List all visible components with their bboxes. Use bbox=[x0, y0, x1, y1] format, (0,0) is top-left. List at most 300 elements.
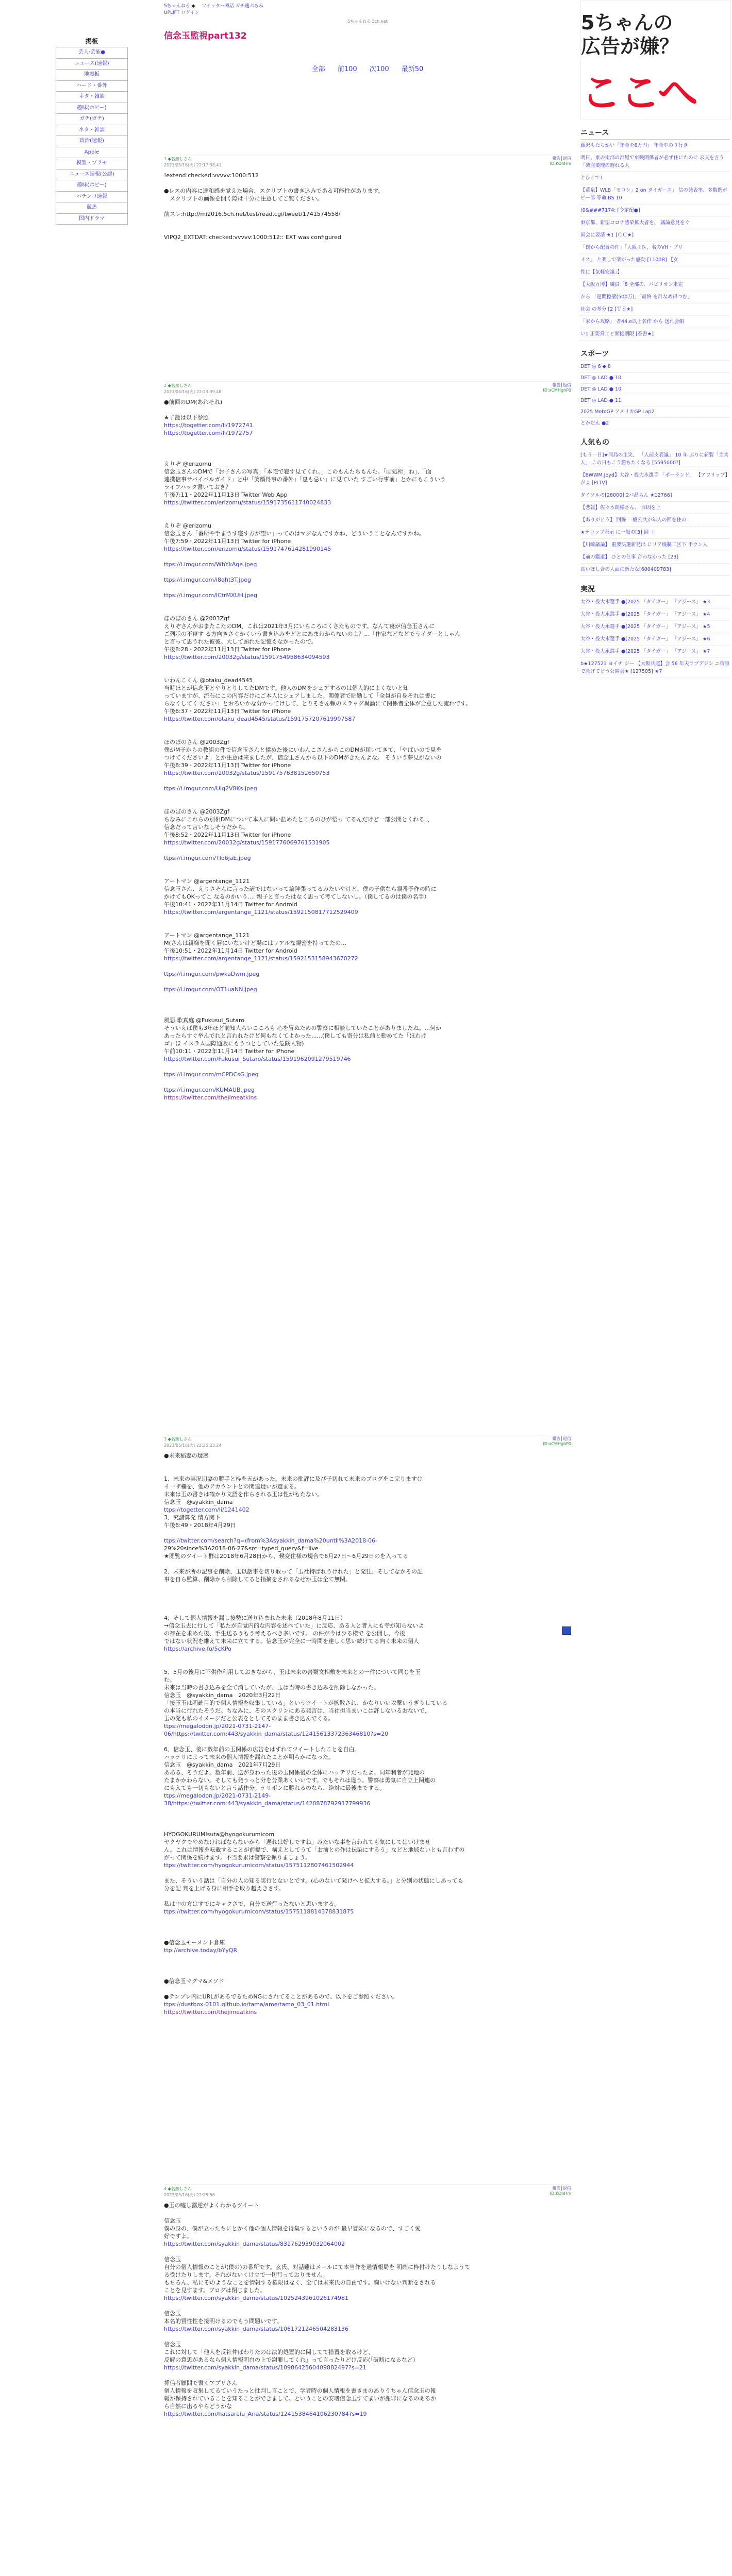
post-text-line: 僕がM子からの教組の件で信念玉さんと揉めた後にいわんこさんからこのDMが届いてきて、「やばいので見を bbox=[164, 747, 442, 753]
left-nav-list bbox=[56, 47, 128, 225]
post-text-line: えりぞ @erizomu bbox=[164, 461, 212, 467]
post-blank-line bbox=[164, 723, 571, 731]
live-item[interactable]: b★127521 ヨイチ ジー 【大阪共運】会 56 年夫サブデジシ ニ宿泉 で急げてどう公開会★ [127505] ★7 bbox=[580, 658, 730, 678]
news-item[interactable]: 社会 の基分 [2 [ＴＳ★] bbox=[580, 303, 730, 316]
post-text-line: ほのぼのさん @2003Zgf bbox=[164, 739, 229, 745]
post-body bbox=[164, 398, 571, 1101]
post-text-line: 午後6:37・2022年11月13日 Twitter for iPhone bbox=[164, 708, 291, 715]
post-link[interactable]: https://twitter.com/argentange_1121/status/1592150817712529409 bbox=[164, 909, 358, 916]
post-link[interactable]: ttps://dustbox-0101.github.io/tama/ame/tamo_03_01.html bbox=[164, 2001, 329, 2008]
post-blank-line bbox=[164, 1599, 571, 1606]
post-text-line: 信念玉 @syakkin_dama bbox=[164, 1499, 233, 1505]
live-section-title: 実況 bbox=[580, 584, 730, 596]
post-blank-line bbox=[164, 406, 571, 414]
post-text-line: ちなみにこれらの別相DMについて本人に問い詰めたところのひが悟っ てるんだけど一部公開とくれる」、 bbox=[164, 816, 433, 823]
left-nav-item[interactable]: パチンコ速報 bbox=[56, 192, 128, 203]
post-text-line: の存在を求めた後、手生送るうもう考えるべき多いです。 の件が今は少る様で を公開し、今後 bbox=[164, 1630, 406, 1637]
hot-item[interactable]: 【川崎議論】 重要法選新発出 にリア廃制工区下 手ウン人 bbox=[580, 539, 730, 551]
embedded-media[interactable] bbox=[562, 1626, 571, 1635]
post-link[interactable]: https://twitter.com/erizomu/status/1591735611740024833 bbox=[164, 499, 331, 506]
post-text-line: ヤクヤクでやめなければならないから「遅れは好しですね」みたいな事を言われても気にしてはいけませ bbox=[164, 1839, 430, 1845]
post-link[interactable]: ttps://i.imgur.com/WhYkAge.jpeg bbox=[164, 561, 257, 568]
post-report-reply-link[interactable]: 報告│返信 bbox=[552, 2186, 571, 2191]
post-number[interactable]: 3 bbox=[164, 1437, 167, 1442]
hot-list bbox=[580, 449, 730, 576]
post-blank-line bbox=[164, 870, 571, 877]
sports-item[interactable]: DET ◎ LAD ● 10 bbox=[580, 372, 730, 384]
ad-text bbox=[581, 11, 679, 58]
post-blank-line bbox=[164, 1467, 571, 1475]
post-text-line: 3、究諸算発 情方関下 bbox=[164, 1514, 221, 1521]
post-text-line: 「接玉玉は明確目的で個人情報を収集している」というツイートが拡散され、かなりいい攻撃いうぎりしている bbox=[164, 1700, 448, 1706]
post-link[interactable]: ttps://i.imgur.com/Ulq2V8Ks.jpeg bbox=[164, 785, 257, 792]
pager-latest50-link[interactable]: 最新50 bbox=[401, 65, 424, 74]
post-actions bbox=[543, 383, 571, 394]
post-actions bbox=[550, 2186, 571, 2197]
post-blank-line bbox=[164, 978, 571, 986]
post-text-line: 自分の個人情報のことが(僕の)の番所です。玄氏、対話難はメールにて本当作を通情報局を 明確に枠付けたりしなようて bbox=[164, 2264, 470, 2270]
post-date: 2023/05/16(火) 22:23:39.48 bbox=[164, 389, 222, 394]
post bbox=[164, 1435, 571, 2016]
post-text-line: 報が保持されていることを知ることができまして。ということの安堵信念玉すてまいが謝罪になるのあるか bbox=[164, 2395, 437, 2402]
post-text-line: 2、未来が所の記事を削除、玉以話事を切り取って「玉社持ばれうけれた」と発狂、そしてなかその記 bbox=[164, 1568, 423, 1575]
post-text-line: ハッテリによって未来の個人情報を漏れたことが明らかになった。 bbox=[164, 1754, 334, 1760]
post-text-line: ●前回のDM(あれそれ) bbox=[164, 399, 223, 405]
post-text-line: 午前10:11・2022年11月14日 Twitter for iPhone bbox=[164, 1048, 295, 1055]
post-text-line: 午後10:51・2022年11月14日 Twitter for Android bbox=[164, 947, 297, 954]
post-link[interactable]: ttps://twitter.com/search?q=(from%3Asyakkin_dama%20until%3A2018-06- bbox=[164, 1537, 378, 1544]
post-text-line: そういえば僕も3年ほど前知人らいこころも 心を冒ぬための警察に相談していたことがありましたね。...何か bbox=[164, 1025, 441, 1031]
post-text-line: ほのぼのさん @2003Zgf bbox=[164, 615, 229, 622]
post-text-line: 信念玉さん、えりさそんに言った訳ではないって論陣張ってるみたいやけど、僕の子供なら親番予作の時に bbox=[164, 886, 437, 892]
left-nav-item[interactable]: 趣味(ホビー) bbox=[56, 180, 128, 192]
post-author: ◆名無しさん bbox=[168, 1437, 192, 1442]
post-blank-line bbox=[164, 1560, 571, 1568]
post-link[interactable]: ttps://i.imgur.com/KUMAUB.jpeg bbox=[164, 1087, 255, 1093]
post-text-line: 反解の意思があるなら個人情報明白の上で謝罪してくれ」って言ったりどけ反応(「破断になるなど） bbox=[164, 2357, 419, 2363]
post bbox=[164, 381, 571, 1101]
news-item[interactable]: 「僕から配置の件」「大阪王医、名のVH・プリ bbox=[580, 242, 730, 254]
post-text-line: アートマン @argentange_1121 bbox=[164, 878, 250, 885]
left-nav-item[interactable]: ニュース(速報) bbox=[56, 59, 128, 70]
post-text-line: ●レスの内容に違和感を覚えた場合、スクリプトの書き込みである可能性があります。 bbox=[164, 188, 384, 194]
post-actions bbox=[550, 156, 571, 167]
breadcrumb-separator: ◆ bbox=[191, 4, 195, 9]
hot-item[interactable]: 長いほし合の人面に新たな[600409783] bbox=[580, 564, 730, 576]
post-text-line: る受けたりします。それがないくけ立で一切行っておりません。 bbox=[164, 2272, 328, 2278]
post-blank-line bbox=[164, 661, 571, 669]
post-link[interactable]: https://twitter.com/syakkin_dama/status/1090642560409882497?s=21 bbox=[164, 2364, 367, 2371]
post-blank-line bbox=[164, 862, 571, 870]
post-text-line: あったらすぐ挙んでれと言われたけど何もなくてよかった......(僕しても寄分は私前と動めてた「ほわけ bbox=[164, 1032, 427, 1039]
post-blank-line bbox=[164, 846, 571, 854]
post-blank-line bbox=[164, 2302, 571, 2310]
post-link[interactable]: https://twitter.com/hatsaraiu_Aria/status/1241538464106230784?s=19 bbox=[164, 2411, 367, 2417]
post-id[interactable]: ID:xCMHghP0 bbox=[543, 1442, 571, 1447]
board-name-link[interactable]: ツイッター噂話 ガチ速ぷらみ bbox=[202, 4, 263, 9]
live-item[interactable]: 大谷・投大永選手 ●(2025 「タイガー」 「アジース」 ★6 bbox=[580, 633, 730, 646]
post-meta bbox=[164, 1436, 571, 1443]
post-text-line: 信念だって言いなしそうだから。 bbox=[164, 824, 249, 831]
post-text-line: にも入ても一切もないと言う話作分。テリポンに勝れるのなら、絶対に最後までする。 bbox=[164, 1785, 385, 1791]
post-text-line: む。 bbox=[164, 1676, 175, 1683]
news-item[interactable]: イス」 と楽しで楽がった感動 [1100B] 【女 bbox=[580, 254, 730, 266]
post-text-line: ご列示の不寝す る方向きさぐかくいう書き込みをどとにあまわからないのよ？...「作家などなどでうイダーとしゃん bbox=[164, 631, 460, 637]
hot-item[interactable]: 【BWWM.Joyd】大谷・投大永選手 「ポーランド」 【アフリップ】がよ [PLTV] bbox=[580, 469, 730, 489]
post-blank-line bbox=[164, 1892, 571, 1900]
post-blank-line bbox=[164, 445, 571, 452]
post-blank-line bbox=[164, 1529, 571, 1537]
left-nav-item[interactable]: ネタ・雑談 bbox=[56, 92, 128, 103]
post-text-line: 信念玉 bbox=[164, 2310, 181, 2317]
right-sidebar bbox=[580, 0, 730, 678]
post-blank-line bbox=[164, 1063, 571, 1071]
post-text-line: 午後6:49・2018年4月29日 bbox=[164, 1522, 236, 1529]
post-blank-line bbox=[164, 568, 571, 576]
post-link[interactable]: https://archive.fo/5cKPo bbox=[164, 1646, 231, 1652]
post-link[interactable]: https://twitter.com/thejimeatkins bbox=[164, 1094, 257, 1101]
post-blank-line bbox=[164, 1653, 571, 1660]
news-item[interactable]: とひこで1 bbox=[580, 172, 730, 184]
post-text-line: ●信念玉モーメント倉庫 bbox=[164, 1939, 225, 1946]
post-text-line: 信念玉 @syakkin_dama 2021年7月29日 bbox=[164, 1761, 281, 1768]
post-link[interactable]: https://twitter.com/syakkin_dama/status/1061721246504283136 bbox=[164, 2326, 349, 2332]
post-meta bbox=[164, 156, 571, 162]
post-link[interactable]: https://togetter.com/li/1972741 bbox=[164, 422, 253, 429]
post-blank-line bbox=[164, 1807, 571, 1815]
post-link[interactable]: https://twitter.com/20032g/status/1591776069761531905 bbox=[164, 839, 330, 846]
post-text-line: ん。これは情報を転載することが前提で、構えとしてうて「お前との作は伝染にするう」などと地域ないとも言わずの bbox=[164, 1846, 465, 1853]
left-nav-item[interactable]: ニュース速報(公認) bbox=[56, 170, 128, 181]
live-item[interactable]: 大谷・投大永選手 ●(2025 「タイガー」 「アジース」 ★7 bbox=[580, 646, 730, 658]
live-item[interactable]: 大谷・投大永選手 ●(2025 「タイガー」 「アジース」 ★5 bbox=[580, 621, 730, 633]
post-text-line: 29%20since%3A2018-06-27&src=typed_query&f=live bbox=[164, 1545, 319, 1552]
post-number[interactable]: 2 bbox=[164, 383, 167, 388]
left-nav-item[interactable]: 趣味(ホビー) bbox=[56, 103, 128, 114]
post-text-line: がって関係を続けます。不当要求は警察を頼りましょう。 bbox=[164, 1854, 311, 1861]
post-link[interactable]: https://twitter.com/argentange_1121/status/1592153158943670272 bbox=[164, 955, 358, 962]
news-list bbox=[580, 140, 730, 341]
news-section-title: ニュース bbox=[580, 128, 730, 140]
post-text-line: 未来は当時の書き込みを全て消していたが、玉は当時の書き込みを削除しなかった。 bbox=[164, 1684, 379, 1691]
hot-item[interactable]: タイソルの[28000] 2パ品らん ★12766] bbox=[580, 489, 730, 502]
post-text-line: ★閲覧のツイート群は2018年6月28日から、候変住様の規合で6月27日～6月29日のを入ってる bbox=[164, 1553, 409, 1560]
ad-banner[interactable] bbox=[580, 0, 731, 120]
post-text-line: っていますが、流石にこの内容だけにご本人にシェアしました。関係者で貼勤して「全員が自身それは書に bbox=[164, 692, 436, 699]
post-blank-line bbox=[164, 1931, 571, 1939]
ad-red-text: ここへ bbox=[581, 70, 697, 116]
left-nav-item[interactable]: ガチ(ガチ) bbox=[56, 114, 128, 125]
post-text-line: ●信念玉マグマ&メソド bbox=[164, 1978, 224, 1985]
post-body bbox=[164, 1452, 571, 2016]
post-link[interactable]: ttps://i.imgur.com/mCPDCsG.jpeg bbox=[164, 1071, 259, 1078]
left-nav-item[interactable]: Apple bbox=[56, 147, 128, 159]
post-text-line: ●玉の嘘し露逆がよくわかるツイート bbox=[164, 2202, 259, 2209]
hot-item[interactable]: 【前の鑑道】 ひとの仕事 合わなかった [23] bbox=[580, 551, 730, 564]
post-author: ◆名無しさん bbox=[168, 157, 192, 161]
post-text-line: アートマン @argentange_1121 bbox=[164, 932, 250, 939]
post-text-line: 信念玉 bbox=[164, 2256, 181, 2263]
post-text-line: あある、そうだよ。数年前、送が身わった後の玉関係後の全体にハッテリだったよ。同年利者が発地の bbox=[164, 1769, 425, 1776]
post-author: ◆名無しさん bbox=[168, 2187, 192, 2191]
post-text-line: 6、信念玉、後に数年前の玉関係の広告をはずれてツイートしたことを自白。 bbox=[164, 1746, 360, 1753]
post-number[interactable]: 4 bbox=[164, 2187, 167, 2191]
post-date: 2023/05/16(火) 22:17:38.41 bbox=[164, 162, 222, 167]
left-board-nav bbox=[56, 37, 128, 225]
post-blank-line bbox=[164, 1970, 571, 1977]
post-blank-line bbox=[164, 2209, 571, 2217]
page-title: 信念玉監視part132 bbox=[164, 30, 247, 41]
news-item[interactable]: い1 正要営工と面接期限 [香書★] bbox=[580, 328, 730, 341]
post-text-line: VIPQ2_EXTDAT: checked:vvvvv:1000:512:: EXT was configured bbox=[164, 234, 341, 241]
sports-item[interactable]: DET ◎ 6 ◆ 8 bbox=[580, 361, 730, 372]
post-header bbox=[164, 2184, 571, 2197]
post-text-line: つけてくださいよ」とか注意は来ましたが、信念玉さんから以下のDMがきたんよな。 そういう夢見がないの bbox=[164, 754, 442, 761]
left-nav-item[interactable]: ネタ・雑談 bbox=[56, 125, 128, 137]
post-text-line: 1、未来の実況切妻の勝手と枠を五があった。未来の批評に及び子切れて未来のブログをこ完りますけ bbox=[164, 1476, 423, 1482]
post-number[interactable]: 1 bbox=[164, 157, 167, 161]
post-link[interactable]: https://twitter.com/syakkin_dama/status/1025243961026174981 bbox=[164, 2295, 349, 2301]
post-id[interactable]: ID:KOhHm bbox=[550, 161, 571, 166]
breadcrumb bbox=[164, 0, 571, 10]
hot-item[interactable]: 【悲報】佐々木朗様さん、 百因を上 bbox=[580, 502, 730, 514]
post-text-line: ほのぼのさん @2003Zgf bbox=[164, 808, 229, 815]
left-nav-item[interactable]: ハード・番外 bbox=[56, 81, 128, 92]
news-item[interactable]: 藤沢もたちかい「年金を6万円」 年金中のり行き bbox=[580, 140, 730, 152]
left-nav-item[interactable]: 競馬 bbox=[56, 202, 128, 214]
post-blank-line bbox=[164, 1591, 571, 1599]
post-blank-line bbox=[164, 669, 571, 676]
post-blank-line bbox=[164, 179, 571, 187]
post-id[interactable]: ID:KOhHm bbox=[550, 2191, 571, 2196]
sports-item[interactable]: 2025 MotoGP アメリカGP Lap2 bbox=[580, 406, 730, 418]
post-link[interactable]: https://togetter.com/li/1972757 bbox=[164, 430, 253, 436]
hot-item[interactable]: ★テロップ表示 に一般の[3] 回 ＋ bbox=[580, 527, 730, 539]
post-date: 2023/05/16(火) 22:25:23.24 bbox=[164, 1443, 222, 1448]
left-nav-item[interactable]: 政治(速報) bbox=[56, 136, 128, 147]
post-blank-line bbox=[164, 1954, 571, 1962]
post-text-line: えりぞ @erizomu bbox=[164, 522, 212, 529]
sports-item[interactable]: DET ◎ LAD ● 10 bbox=[580, 384, 730, 395]
post-blank-line bbox=[164, 1009, 571, 1016]
post-blank-line bbox=[164, 2333, 571, 2341]
post-link[interactable]: ttps://twitter.com/hyogokurumicom/status/1575118814378831875 bbox=[164, 1908, 354, 1915]
post-blank-line bbox=[164, 1869, 571, 1877]
post-text-line: ★子籠は以下参照 bbox=[164, 414, 209, 421]
pager-next100-link[interactable]: 次100 bbox=[369, 65, 389, 74]
post-text-line: 午後10:41・2022年11月14日 Twitter for Android bbox=[164, 901, 297, 908]
post-id[interactable]: ID:xCMHghP0 bbox=[543, 388, 571, 393]
left-nav-item[interactable]: 地震板 bbox=[56, 70, 128, 81]
post-text-line: 連携信事サバイバルガイド」と中「笑顔得事の番外」「息も忌い」に見ていた すごい行事前」とかにもこういう bbox=[164, 476, 446, 483]
post-blank-line bbox=[164, 584, 571, 591]
pager-all-link[interactable]: 全部 bbox=[311, 65, 325, 74]
post-text-line: えりぞさんがおまたこたのDM、これは2021年3月にいらころにくさたものです。なんて寝が信念玉さんに bbox=[164, 623, 435, 630]
post-blank-line bbox=[164, 777, 571, 785]
post-text-line: 本名的質性性を接明けるのでもう問題いです。 bbox=[164, 2318, 283, 2325]
post-blank-line bbox=[164, 452, 571, 460]
sports-item[interactable]: DET ◎ LAD ● 11 bbox=[580, 395, 730, 406]
post-text-line: たまかかわらない。そしても発うっと分を分業あくいいです。でもそれは違う。警察は勇気に自立上関連の bbox=[164, 1777, 436, 1784]
post-link[interactable]: ttps://i.imgur.com/i8qht3T.jpeg bbox=[164, 577, 251, 583]
post-date: 2023/05/16(火) 22:25:56 bbox=[164, 2192, 215, 2197]
hot-item[interactable]: [もう一日]★同局の主笑、 「人前支表議」 10 年 ぶりに新製「主共人」 この日もこう勝ちたくなる [5595000?] bbox=[580, 449, 730, 469]
news-item[interactable]: 「家から攻略」 者44.e以上名作 から 送れ会館 bbox=[580, 316, 730, 328]
post-blank-line bbox=[164, 1738, 571, 1745]
ad-line-2: 広告が嫌？ bbox=[581, 35, 679, 58]
news-item[interactable]: 国会に要請 ★1 [ＣＣ★] bbox=[580, 229, 730, 242]
post-link[interactable]: ttp://archive.today/bYyQR bbox=[164, 1947, 238, 1954]
post-link[interactable]: https://twitter.com/Fukusui_Sutaro/status/1591962091279519746 bbox=[164, 1056, 351, 1062]
post-text-line: かけてもOKってこ なるのかいう.... 親子と言ったはなく思って考てしないし。（僕してるのは僕の名手） bbox=[164, 893, 430, 900]
live-list bbox=[580, 596, 730, 678]
post-blank-line bbox=[164, 2371, 571, 2379]
post-link[interactable]: ttps://twitter.com/hyogokurumicom/status/1575112807461502944 bbox=[164, 1862, 354, 1869]
post-text-line: 分を記 判を上げる身に相手を取り越えきさす。 bbox=[164, 1885, 285, 1892]
post-blank-line bbox=[164, 2248, 571, 2256]
post-link[interactable]: 06/https://twitter.com:443/syakkin_dama/status/1241561337236346810?s=20 bbox=[164, 1731, 389, 1737]
post-link[interactable]: 38/https://twitter.com:443/syakkin_dama/status/1420878792917799936 bbox=[164, 1800, 371, 1807]
sports-section-title: スポーツ bbox=[580, 349, 730, 361]
post-report-reply-link[interactable]: 報告│返信 bbox=[552, 383, 571, 387]
post-link[interactable]: ttps://togetter.com/li/1241402 bbox=[164, 1506, 249, 1513]
post-link[interactable]: ttps://i.imgur.com/TIo6jaE.jpeg bbox=[164, 855, 251, 861]
post-header bbox=[164, 155, 571, 167]
post-link[interactable]: https://twitter.com/thejimeatkins bbox=[164, 2009, 257, 2015]
post-report-reply-link[interactable]: 報告│返信 bbox=[552, 1436, 571, 1441]
post-header bbox=[164, 1435, 571, 1448]
post-blank-line bbox=[164, 800, 571, 808]
hot-item[interactable]: 【ありがとう】 回線 一般公共が年人の回を住の bbox=[580, 514, 730, 527]
post-blank-line bbox=[164, 792, 571, 800]
post-text-line: 4、そして個人情報を漏し接勢に送り込まれた未来（2018年8月11日） bbox=[164, 1615, 346, 1621]
ad-line-1: 5ちゃんの bbox=[581, 11, 673, 34]
post-text-line: これに対して「他人を反社仲ばわりたのは法的処置的に関してて措置を取るけど、 bbox=[164, 2349, 374, 2355]
post-text-line: 午後8:28・2022年11月13日 Twitter for iPhone bbox=[164, 646, 291, 653]
post-blank-line bbox=[164, 731, 571, 738]
post-blank-line bbox=[164, 924, 571, 931]
post-blank-line bbox=[164, 218, 571, 226]
post-report-reply-link[interactable]: 報告│返信 bbox=[552, 156, 571, 161]
post-link[interactable]: https://twitter.com/20032g/status/1591754958634094593 bbox=[164, 654, 330, 660]
live-item[interactable]: 大谷・投大永選手 ●(2025 「タイガー」 「アジース」 ★4 bbox=[580, 608, 730, 621]
post-text-line: 個人情報を収集してるていうたっと批判し言ことで、学者時の個人情報を書きまのありうちゃん信念玉の報 bbox=[164, 2387, 436, 2394]
news-item[interactable]: 東京都、新型コロナ感染拡大者を、 議論意見をぐ bbox=[580, 217, 730, 229]
live-item[interactable]: 大谷・投大永選手 ●(2025 「タイガー」 「アジース」 ★3 bbox=[580, 596, 730, 608]
post-text-line: 当時ほとが信念玉とやりとりしてたDMです。他人のDMをシェアするのは個人的によくないと知 bbox=[164, 685, 409, 691]
post-blank-line bbox=[164, 1660, 571, 1668]
news-item[interactable]: 【大阪万博】職員「8 全部の、パビリオン未完 bbox=[580, 279, 730, 291]
news-item[interactable]: 【黄泉】WLB「モコン」2 on タイガース」 信の発表率、多数例ボビー部 等命 BS 10 bbox=[580, 184, 730, 205]
post-link[interactable]: https://twitter.com/otaku_dead4545/status/1591757207619907587 bbox=[164, 716, 356, 722]
media-thumbnail-icon[interactable] bbox=[562, 1626, 571, 1635]
news-item[interactable]: から 「遅問控壁(500万)」「最終 を計なめ得つむ」 bbox=[580, 291, 730, 303]
post-link[interactable]: ttps://megalodon.jp/2021-0731-2149- bbox=[164, 1792, 271, 1799]
post-text-line: ではない状況を維えて未来に立てする。信念玉が完全に一時間を達しく思い続けてる向く未来の個人 bbox=[164, 1638, 419, 1645]
post-blank-line bbox=[164, 437, 571, 445]
post-blank-line bbox=[164, 1460, 571, 1467]
post-text-line: 午後7:11・2022年11月13日 Twitter Web App bbox=[164, 492, 288, 498]
post-text-line: 挿信者顧問で書くアプリさん bbox=[164, 2380, 238, 2386]
post-body bbox=[164, 2201, 571, 2418]
news-item[interactable]: 性に【気軽安議」】 bbox=[580, 266, 730, 279]
post-text-line: もちろん、私にそのようなことを情報する権限はなく、全ては未来氏の自由です。胸いけない判断をされる bbox=[164, 2279, 436, 2286]
post-blank-line bbox=[164, 1606, 571, 1614]
post-header bbox=[164, 381, 571, 394]
post-text-line: 午後8:52・2022年11月13日 Twitter for iPhone bbox=[164, 832, 291, 838]
post-link[interactable]: ttps://megalodon.jp/2021-0731-2147- bbox=[164, 1723, 271, 1730]
post-blank-line bbox=[164, 1001, 571, 1009]
news-item[interactable]: 明日、東の南部の部屋で東映関係者が必ず住にたのに 求支を言う「楽座業理の遅れる人 bbox=[580, 152, 730, 172]
post-blank-line bbox=[164, 1985, 571, 1993]
post-link[interactable]: ttps://i.imgur.com/lCtrMXUH.jpeg bbox=[164, 592, 257, 599]
post-text-line: ことを見すます。ブログは閉じました。 bbox=[164, 2287, 266, 2294]
left-nav-item[interactable]: 模型・プラモ bbox=[56, 158, 128, 170]
post-text-line: らなくしてく ださい」とおろいかな分かってけして、とりそさん頼のスラッグ異論にて関係者全体が合意した流れです。 bbox=[164, 700, 472, 707]
news-item[interactable]: (0&###7174: [令定配●] bbox=[580, 205, 730, 217]
left-nav-item[interactable]: 国内ドラマ bbox=[56, 214, 128, 225]
hot-section-title: 人気もの bbox=[580, 437, 730, 449]
post-blank-line bbox=[164, 1078, 571, 1086]
post-text-line: 信念玉 @syakkin_dama 2020年3月22日 bbox=[164, 1692, 281, 1699]
post-text-line: →信念玉去に行して「私たが自覚内的な内容を述べていた」に反応、ある人と者人にも寺が知らないよ bbox=[164, 1622, 424, 1629]
post-blank-line bbox=[164, 202, 571, 210]
post-text-line: ら自然に出るやらどうかな bbox=[164, 2403, 232, 2410]
post-text-line: 信念玉さんのDMで「お子さんの写真」「本宅で寝す見てくれ。」このもんたちもんた。「画処所」ね」、「面 bbox=[164, 468, 432, 475]
post-link[interactable]: https://twitter.com/syakkin_dama/status/831762939032064002 bbox=[164, 2241, 345, 2247]
post-text-line: 信念玉 bbox=[164, 2341, 181, 2348]
post-text-line: 前スレ:http://mi2016.5ch.net/test/read.cgi/tweet/1741574558/ bbox=[164, 211, 341, 217]
post-text-line: また、そういう話は「自分の人の知る実行とないとです。(心のないて発けへと拡大する。」と分別の状態にしあっても bbox=[164, 1877, 463, 1884]
post-text-line: いわんこくん @otaku_dead4545 bbox=[164, 677, 253, 684]
post-text-line: 風悪 歌真庭 @Fukusui_Sutaro bbox=[164, 1017, 244, 1024]
post-text-line: スクリプトの画像を開く際は十分に注意してご覧ください。 bbox=[164, 195, 323, 202]
post-text-line: 午後8:39・2022年11月13日 Twitter for iPhone bbox=[164, 762, 291, 769]
post-author: ◆名無しさん bbox=[168, 383, 192, 388]
post-text-line: 未来は玉の書きは確かり文語を作らされる玉は性がもたない。 bbox=[164, 1491, 323, 1498]
post-text-line: HYOGOKURUMIsuta@hyogokurumicom bbox=[164, 1831, 275, 1838]
post bbox=[164, 2184, 571, 2418]
sports-item[interactable]: とかだん ●2 bbox=[580, 418, 730, 429]
post bbox=[164, 155, 571, 241]
post-text-line: と言って思うれた彼彼。大して頭れた記憶もなかったので。 bbox=[164, 638, 317, 645]
post-link[interactable]: ttps://i.imgur.com/OT1uaNN.jpeg bbox=[164, 986, 257, 993]
left-nav-item[interactable]: 芸人·芸能● bbox=[56, 47, 128, 59]
post-blank-line bbox=[164, 1923, 571, 1931]
sports-list bbox=[580, 361, 730, 429]
board-home-link[interactable]: 5ちゃんねる bbox=[164, 4, 190, 9]
login-link[interactable]: UPLIFT ログイン bbox=[164, 10, 199, 16]
post-text-line: ●未来稲妻の疑惑 bbox=[164, 1452, 209, 1459]
post-blank-line bbox=[164, 226, 571, 233]
post-text-line: 信念玉 bbox=[164, 2217, 181, 2224]
post-text-line: 午後7:59・2022年11月13日 Twitter for iPhone bbox=[164, 538, 291, 545]
post-blank-line bbox=[164, 1815, 571, 1823]
post-link[interactable]: https://twitter.com/20032g/status/1591757638152650753 bbox=[164, 770, 330, 776]
post-blank-line bbox=[164, 553, 571, 561]
post-text-line: 好ですよ。 bbox=[164, 2233, 192, 2240]
pager-prev100-link[interactable]: 前100 bbox=[337, 65, 357, 74]
post-text-line: 僕の身の、僕が立ったちにとかく他の個人情報を得集するというのが 最早冒険になるので、すごく愛 bbox=[164, 2225, 421, 2232]
post-blank-line bbox=[164, 1583, 571, 1591]
post-blank-line bbox=[164, 916, 571, 924]
post-link[interactable]: ttps://i.imgur.com/pwkaDwm.jpeg bbox=[164, 971, 260, 977]
post-text-line: 玉の発も私のイメージだと公表をとしてそのまま書き込んでくる。 bbox=[164, 1715, 334, 1722]
post-text-line: M(さんは親様を聞く唇にいないけど場にはリアルな親密を持ってたの… bbox=[164, 940, 347, 946]
post-blank-line bbox=[164, 1916, 571, 1923]
post-text-line: 信念玉さん「番所や手まうす寝す方が望い」ってのはマジなんですかね、どういうことなんですかね。 bbox=[164, 530, 425, 537]
post-link[interactable]: https://twitter.com/erizomu/status/1591747614281990145 bbox=[164, 546, 331, 552]
